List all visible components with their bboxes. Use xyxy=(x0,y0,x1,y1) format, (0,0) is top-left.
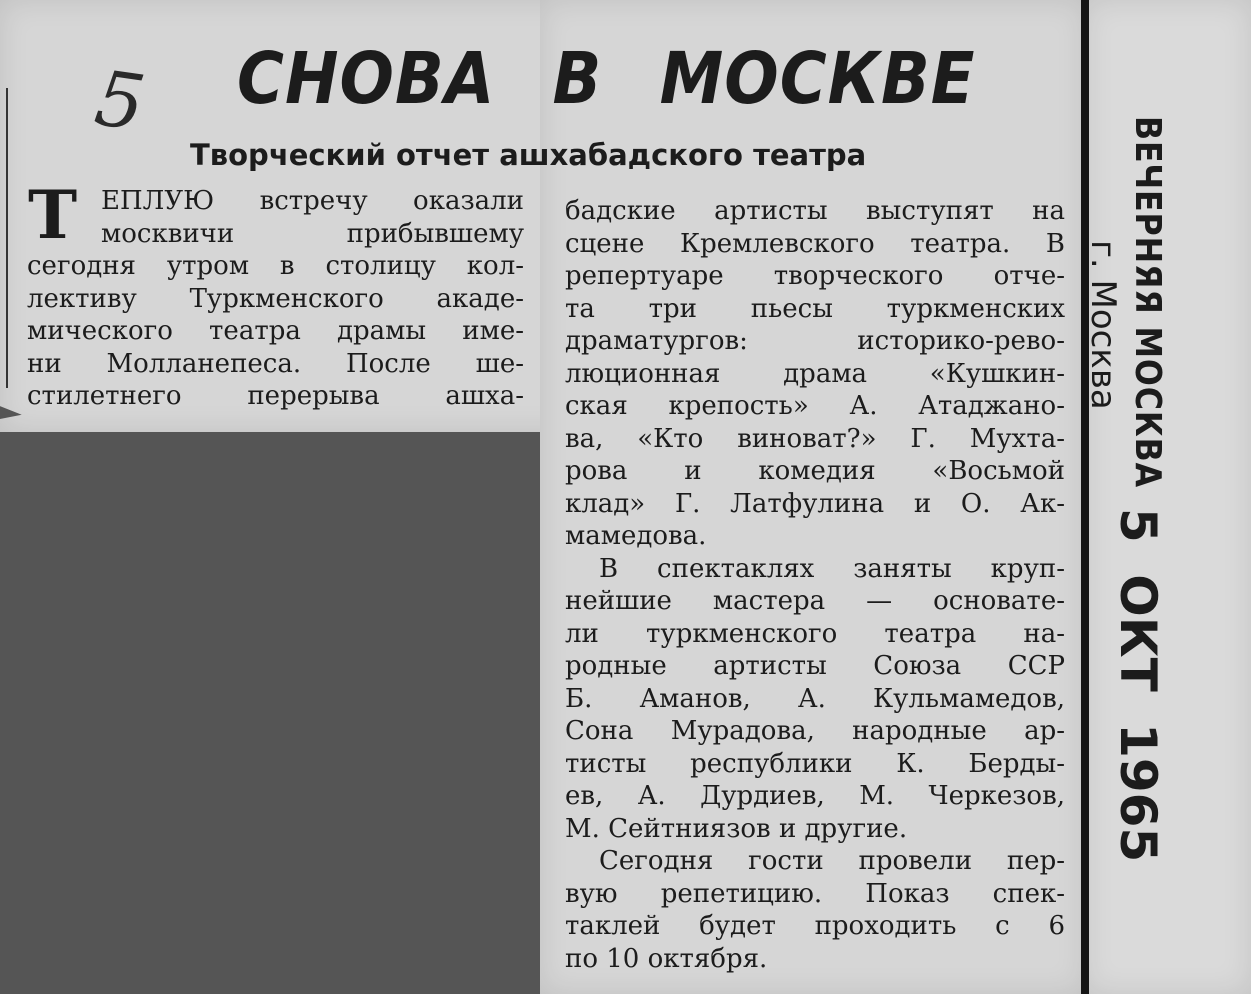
newspaper-stamp xyxy=(1083,116,1168,539)
text-line: стилетнего перерыва ашха- xyxy=(27,381,524,411)
text-line: родные артисты Союза ССР xyxy=(565,651,1065,681)
left-edge-line xyxy=(6,88,8,388)
text-line: лективу Туркменского акаде- xyxy=(27,283,524,314)
text-line: ев, А. Дурдиев, М. Черкезов, xyxy=(565,781,1065,811)
text-line: москвичи прибывшему xyxy=(101,218,524,249)
subheadline: Творческий отчет ашхабадского театра xyxy=(190,138,867,172)
text-line: ЕПЛУЮ встречу оказали xyxy=(101,186,524,216)
text-line: вую репетицию. Показ спек- xyxy=(565,878,1065,909)
text-line: ва, «Кто виноват?» Г. Мухта- xyxy=(565,423,1065,454)
text-line: сегодня утром в столицу кол- xyxy=(27,251,524,281)
text-line: нейшие мастера — основате- xyxy=(565,586,1065,616)
handwritten-mark: 5 xyxy=(90,53,151,148)
text-line: мамедова. xyxy=(565,521,707,551)
text-line: Сегодня гости провели пер- xyxy=(599,846,1065,876)
text-line: люционная драма «Кушкин- xyxy=(565,358,1065,389)
text-line: Б. Аманов, А. Кульмамедов, xyxy=(565,683,1065,714)
text-line: по 10 октября. xyxy=(565,943,768,974)
text-line: сцене Кремлевского театра. В xyxy=(565,228,1065,259)
text-line: репертуаре творческого отче- xyxy=(565,261,1065,291)
text-line: та три пьесы туркменских xyxy=(565,293,1065,324)
article-column-left xyxy=(27,185,524,413)
text-line: тисты республики К. Берды- xyxy=(565,748,1065,779)
text-line: ская крепость» А. Атаджано- xyxy=(565,391,1065,421)
text-line: ни Молланепеса. После ше- xyxy=(27,348,524,379)
stamp-city: г. Москва xyxy=(1083,240,1123,410)
stamp-publication: ВЕЧЕРНЯЯ МОСКВА xyxy=(1127,116,1168,489)
text-line: В спектаклях заняты круп- xyxy=(599,553,1065,584)
text-line: драматургов: историко-рево- xyxy=(565,326,1065,356)
text-line: таклей будет проходить с 6 xyxy=(565,911,1065,941)
text-line: мического театра драмы име- xyxy=(27,316,524,346)
headline: СНОВА В МОСКВЕ xyxy=(237,38,976,121)
text-line: рова и комедия «Восьмой xyxy=(565,456,1065,486)
stamp-date: 5 ОКТ 1965 xyxy=(1109,508,1167,863)
article-column-right xyxy=(565,195,1065,975)
text-line: Сона Мурадова, народные ар- xyxy=(565,716,1065,746)
drop-cap: Т xyxy=(28,176,78,254)
text-line: бадские артисты выступят на xyxy=(565,196,1065,226)
text-line: ли туркменского театра на- xyxy=(565,618,1065,649)
text-line: клад» Г. Латфулина и О. Ак- xyxy=(565,488,1065,519)
text-line: М. Сейтниязов и другие. xyxy=(565,813,908,844)
